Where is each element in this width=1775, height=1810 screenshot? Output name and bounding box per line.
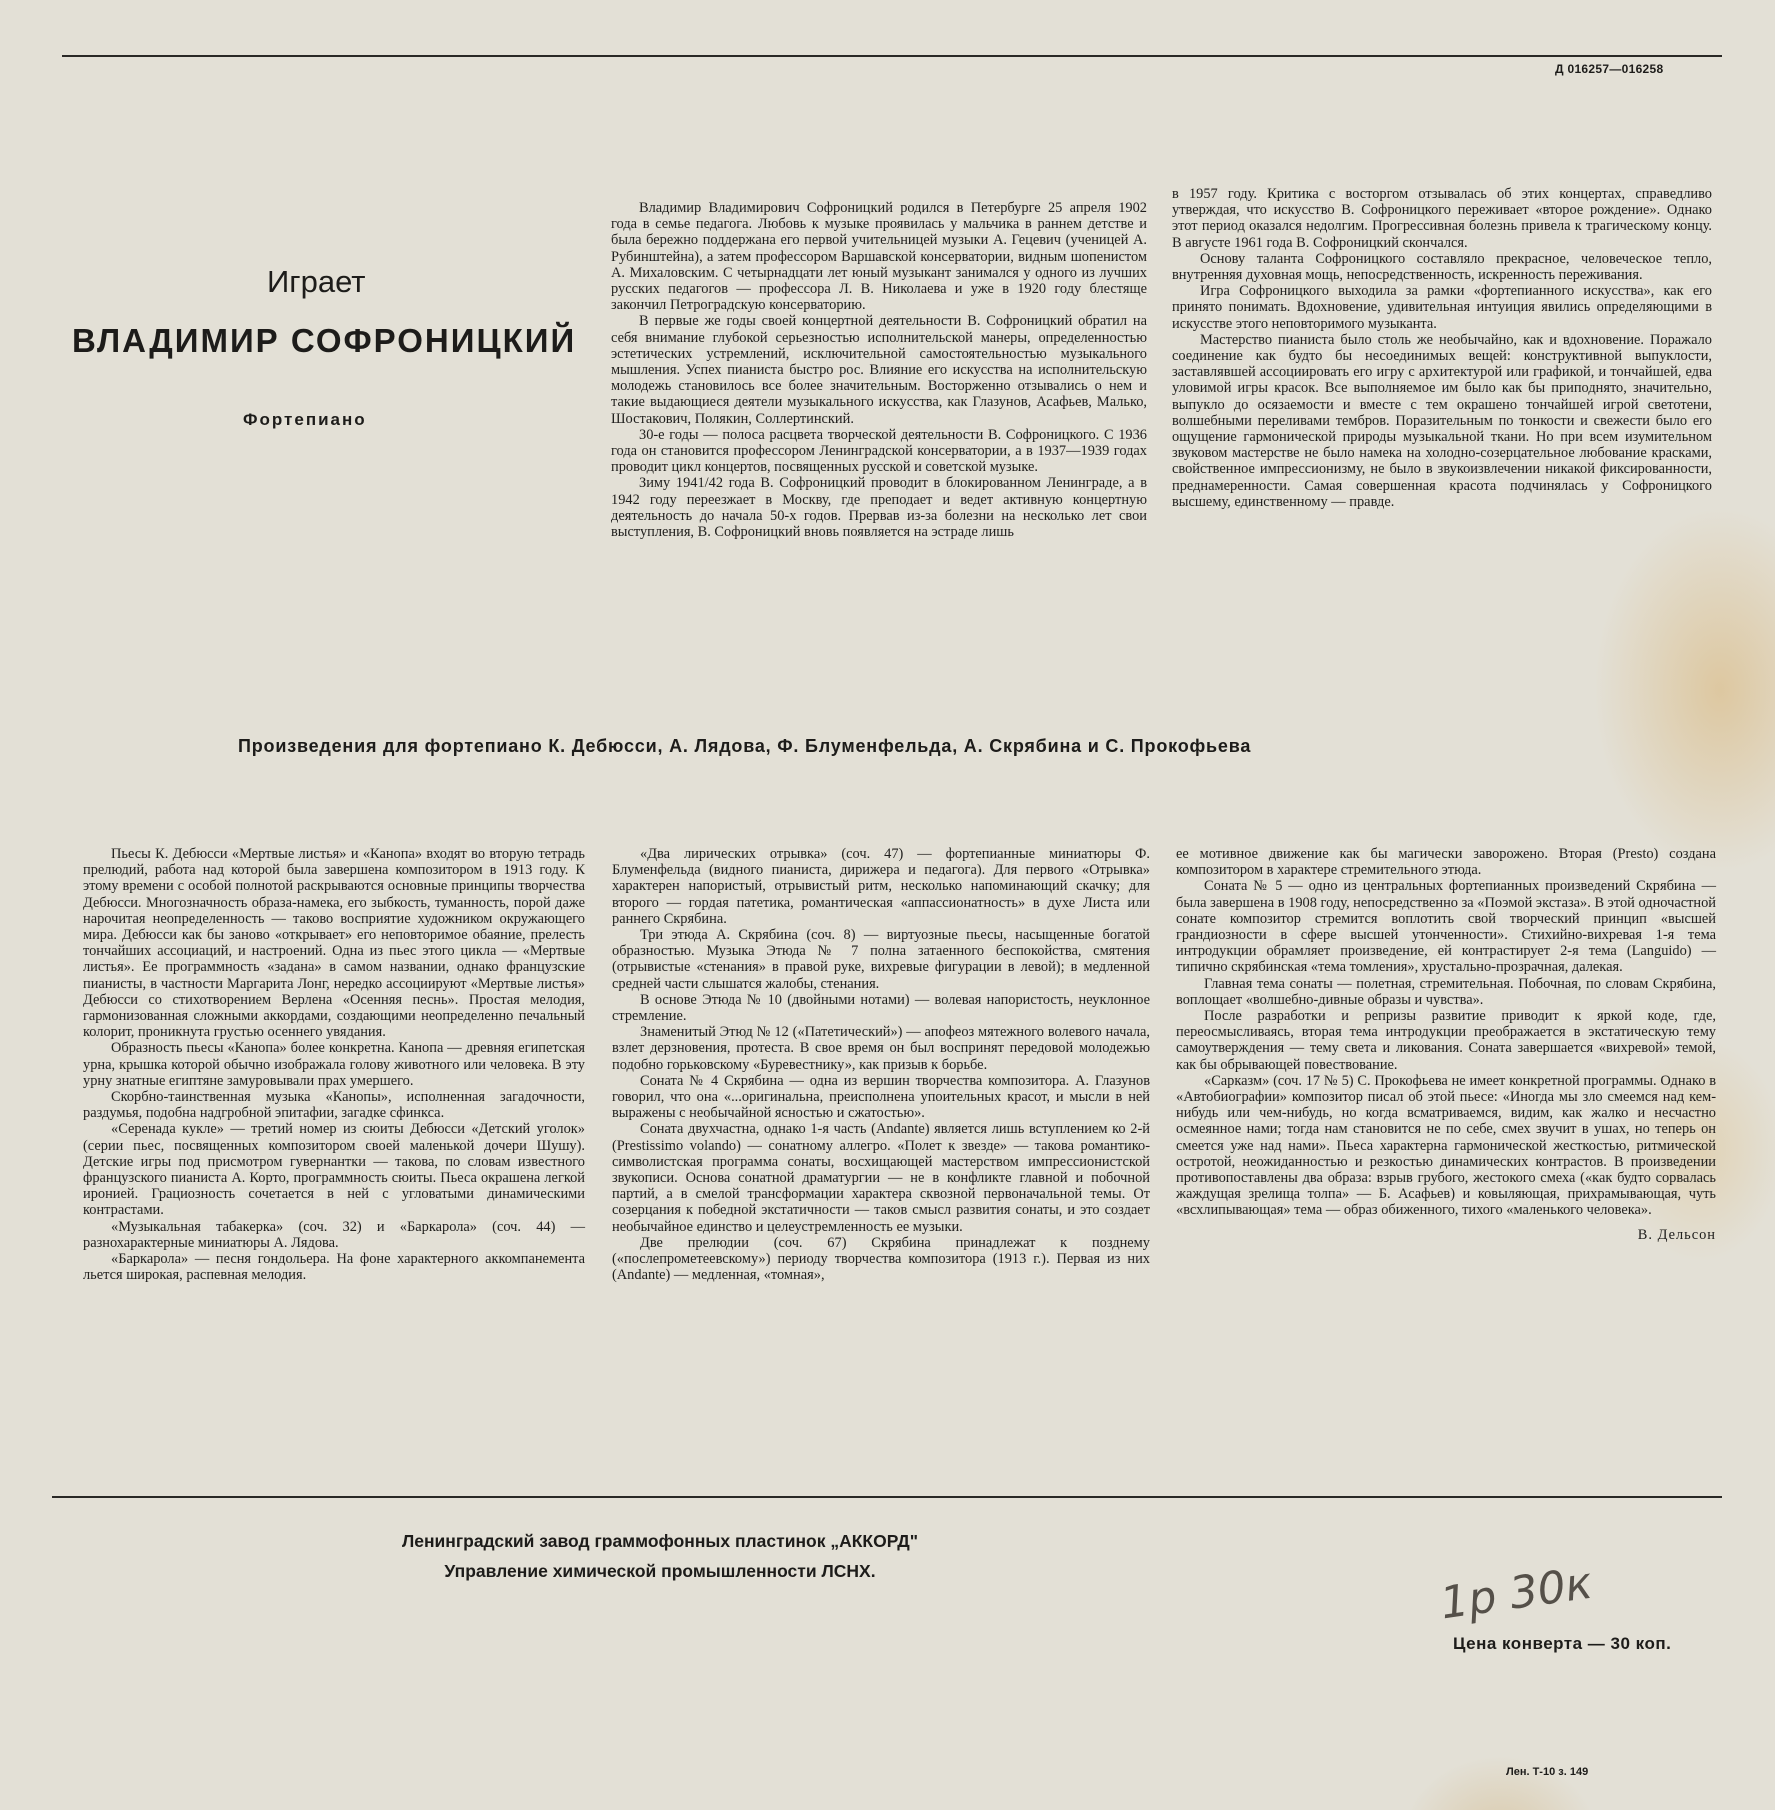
notes-paragraph: ее мотивное движение как бы магически заворожено. Вторая (Presto) создана композитором в характере стремительного этюда.: [1176, 846, 1716, 879]
notes-paragraph: «Сарказм» (соч. 17 № 5) С. Прокофьева не имеет конкретной программы. Однако в «Автобиографии» композитор писал об этой пьесе: «Иногда мы зло смеемся над кем-нибудь или чем-нибудь, но когда всматриваемся, видим, как жалко и несчастно осмеянное нами; тогда нам становится не по себе, смех звучит в ушах, но теперь он смеется уже над нами». Пьеса характерна гармонической жесткостью, ритмической остротой, неожиданностью и резкостью динамических контрастов. В произведении противопоставлены два образа: взрыв грубого, жестокого смеха («как будто сорвалась жаждущая зрелища толпа» — Б. Асафьев) и ковыляющая, прихрамывающая, чуть «всхлипывающая» тема — образ обиженного, тихого «маленького человека».: [1176, 1072, 1716, 1219]
bio-paragraph: В первые же годы своей концертной деятельности В. Софроницкий обратил на себя внимание глубокой серьезностью исполнительской манеры, определенностью эстетических устремлений, исключительной самостоятельностью музыкального мышления. Успех пианиста быстро рос. Влияние его искусства на исполнительскую молодежь становилось все более значительным. Восторженно отзывались о нем и такие выдающиеся деятели музыкального искусства, как Глазунов, Асафьев, Малько, Шостакович, Полякин, Соллертинский.: [611, 313, 1147, 427]
factory-line-1: Ленинградский завод граммофонных пластинок „АККОРД": [401, 1531, 919, 1551]
notes-paragraph: В основе Этюда № 10 (двойными нотами) — волевая напористость, неуклонное стремление.: [612, 991, 1150, 1025]
notes-paragraph: Образность пьесы «Канопа» более конкретна. Канопа — древняя египетская урна, крышка которой обычно изображала голову животного или человека. В эту урну знатные египтяне замуровывали прах умершего.: [83, 1040, 585, 1089]
plays-label: Играет: [267, 264, 366, 299]
bio-paragraph: Мастерство пианиста было столь же необычайно, как и вдохновение. Поражало соединение как будто бы несоединимых вещей: конструктивной выпуклости, заставлявшей ассоциировать его игру с архитектурой или графикой, и тончайшей, едва уловимой игры красок. Все выполняемое им было как бы приподнято, значительно, выпукло до осязаемости и вместе с тем окрашено тончайшей игрой светотени, волшебными переливами тембров. Поразительным по тонкости и свежести было его ощущение гармонической природы музыкальной ткани. Но при всем изумительном звуковом мастерстве не было намека на холодно-созерцательное любование красками, свойственное импрессионизму, не было в звукоизвлечении никакой фиксированности, преднамеренности. Самая совершенная красота подчинялась у Софроницкого высшему, единственному — правде.: [1172, 331, 1712, 510]
bio-paragraph: Игра Софроницкого выходила за рамки «фортепианного искусства», как его принято понимать. Вдохновение, удивительная интуиция явились определяющими в искусстве этого неповторимого музыканта.: [1172, 283, 1712, 332]
bio-paragraph: Владимир Владимирович Софроницкий родился в Петербурге 25 апреля 1902 года в семье педагога. Любовь к музыке проявилась у мальчика в раннем детстве и была бережно поддержана его первой учительницей музыки А. Гецевич (ученицей А. Рубинштейна), а затем профессором Варшавской консерватории, видным шопенистом А. Михаловским. С четырнадцати лет юный музыкант занимался у одного из лучших русских педагогов — профессора Л. В. Николаева и уже в 1920 году блестяще закончил Петроградскую консерваторию.: [611, 200, 1147, 314]
bio-paragraph: Зиму 1941/42 года В. Софроницкий проводит в блокированном Ленинграде, а в 1942 году переезжает в Москву, где преподает и ведет активную концертную деятельность до начала 50-х годов. Прервав из-за болезни на несколько лет свои выступления, В. Софроницкий вновь появляется на эстраде лишь: [611, 475, 1147, 541]
notes-paragraph: Соната двухчастна, однако 1-я часть (Andante) является лишь вступлением ко 2-й (Prestissimo volando) — сонатному аллегро. «Полет к звезде» — такова романтико-символистская программа сонаты, восхищающей мастерством импрессионистской звукописи. Основа сонатной драматургии — не в конфликте главной и побочной партий, а в смелой трансформации характера сквозной первоначальной темы. От созерцания к победной экстатичности — таков смысл развития сонаты, и это создает необычайное единство и целеустремленность ее музыки.: [612, 1121, 1150, 1235]
notes-paragraph: Соната № 4 Скрябина — одна из вершин творчества композитора. А. Глазунов говорил, что она «...оригинальна, преисполнена упоительных красот, и мысли в ней выражены с необычайной ясностью и сжатостью».: [612, 1072, 1150, 1122]
performer-name: ВЛАДИМИР СОФРОНИЦКИЙ: [72, 322, 577, 359]
notes-paragraph: Три этюда А. Скрябина (соч. 8) — виртуозные пьесы, насыщенные богатой образностью. Музыка Этюда № 7 полна затаенного беспокойства, смятения (отрывистые «стенания» в правой руке, вихревые фигурации в левой); в медленной средней части слышатся жалобы, стенания.: [612, 927, 1150, 992]
notes-column-3: [1176, 846, 1716, 1243]
factory-line-2: Управление химической промышленности ЛСНХ.: [444, 1561, 876, 1581]
notes-paragraph: Главная тема сонаты — полетная, стремительная. Побочная, по словам Скрябина, воплощает «волшебно-дивные образы и чувства».: [1176, 975, 1716, 1008]
bio-paragraph: Основу таланта Софроницкого составляло прекрасное, человеческое тепло, внутренняя духовная мощь, непосредственность, искренность переживания.: [1172, 250, 1712, 284]
notes-paragraph: Пьесы К. Дебюсси «Мертвые листья» и «Канопа» входят во вторую тетрадь прелюдий, работа над которой была завершена композитором в 1913 году. К этому времени с особой полнотой раскрываются основные принципы творчества Дебюсси. Многозначность образа-намека, его зыбкость, туманность, порой даже нарочитая неопределенность — таково восприятие художником окружающего мира. Дебюсси как бы заново «открывает» его неповторимое обаяние, прелесть тончайших ассоциаций, и настроений. Одна из пьес этого цикла — «Мертвые листья». Ее программность «задана» в самом названии, однако французские пианисты, в частности Маргарита Лонг, нередко ассоциируют «Мертвые листья» Дебюсси со стихотворением Верлена «Осенняя песнь». Простая мелодия, гармонизованная сложными аккордами, создающими неопределенно печальный колорит, проникнута грустью осеннего увядания.: [83, 846, 585, 1041]
biography-column-1: [611, 200, 1147, 540]
notes-paragraph: Знаменитый Этюд № 12 («Патетический») — апофеоз мятежного волевого начала, взлет дерзновения, протеста. В свое время он был воспринят передовой молодежью подобно горьковскому «Буревестнику», как призыв к борьбе.: [612, 1024, 1150, 1073]
bottom-rule: [52, 1496, 1722, 1498]
notes-paragraph: После разработки и репризы развитие приводит к яркой коде, где, переосмысливаясь, вторая тема интродукции преображается в экстатическую тему самоутверждения — тему света и ликования. Соната завершается «вихревой» темой, как бы обрывающей повествование.: [1176, 1008, 1716, 1073]
handwritten-price: 1р 30к: [1437, 1557, 1596, 1630]
notes-paragraph: Скорбно-таинственная музыка «Канопы», исполненная загадочности, раздумья, подобна надгробной эпитафии, загадке сфинкса.: [83, 1089, 585, 1122]
catalog-number: Д 016257—016258: [1555, 62, 1664, 76]
top-rule: [62, 55, 1722, 57]
envelope-price: Цена конверта — 30 коп.: [1453, 1634, 1672, 1653]
bio-paragraph: в 1957 году. Критика с восторгом отзывалась об этих концертах, справедливо утверждая, что искусство В. Софроницкого переживает «второе рождение». Однако этот период оказался недолгим. Прогрессивная болезнь привела к трагическому концу. В августе 1961 года В. Софроницкий скончался.: [1172, 186, 1712, 251]
notes-paragraph: «Музыкальная табакерка» (соч. 32) и «Баркарола» (соч. 44) — разнохарактерные миниатюры А. Лядова.: [83, 1218, 585, 1251]
biography-column-2: [1172, 186, 1712, 510]
instrument-label: Фортепиано: [243, 410, 367, 429]
print-code: Лен. Т-10 з. 149: [1506, 1766, 1589, 1778]
signature: В. Дельсон: [1637, 1226, 1716, 1243]
notes-paragraph: «Два лирических отрывка» (соч. 47) — фортепианные миниатюры Ф. Блуменфельда (видного пианиста, дирижера и педагога). Для первого «Отрывка» характерен напористый, отрывистый ритм, несколько напоминающий скачку; для второго — гордая патетика, романтическая «аппассионатность» в духе Листа или раннего Скрябина.: [612, 846, 1150, 927]
notes-column-1: [83, 846, 585, 1283]
notes-paragraph: Две прелюдии (соч. 67) Скрябина принадлежат к позднему («послепрометеевскому») периоду творчества композитора (1913 г.). Первая из них (Andante) — медленная, «томная»,: [612, 1234, 1150, 1284]
notes-column-2: [612, 846, 1150, 1283]
bio-paragraph: 30-е годы — полоса расцвета творческой деятельности В. Софроницкого. С 1936 года он становится профессором Ленинградской консерватории, а в 1937—1939 годах проводит цикл концертов, посвященных русской и советской музыке.: [611, 426, 1147, 476]
notes-paragraph: «Серенада кукле» — третий номер из сюиты Дебюсси «Детский уголок» (серии пьес, посвященных композитором своей маленькой дочери Шушу). Детские игры под присмотром гувернантки — такова, по словам известного французского пианиста А. Корто, программность сюиты. Пьеса окрашена легкой иронией. Грациозность сочетается в ней с угловатыми динамическими контрастами.: [83, 1121, 585, 1219]
works-title: Произведения для фортепиано К. Дебюсси, А. Лядова, Ф. Блуменфельда, А. Скрябина и С. Прокофьева: [238, 736, 1252, 756]
notes-paragraph: Соната № 5 — одно из центральных фортепианных произведений Скрябина — была завершена в 1908 году, непосредственно за «Поэмой экстаза». В этой одночастной сонате композитор стремится воплотить свой творческий принцип «высшей грандиозности в сфере высшей утонченности». Стихийно-вихревая 1-я тема интродукции обрамляет произведение, ей контрастирует 2-я тема (Languido) — типично скрябинская «тема томления», хрустально-прозрачная, далекая.: [1176, 878, 1716, 976]
notes-paragraph: «Баркарола» — песня гондольера. На фоне характерного аккомпанемента льется широкая, распевная мелодия.: [83, 1251, 585, 1284]
